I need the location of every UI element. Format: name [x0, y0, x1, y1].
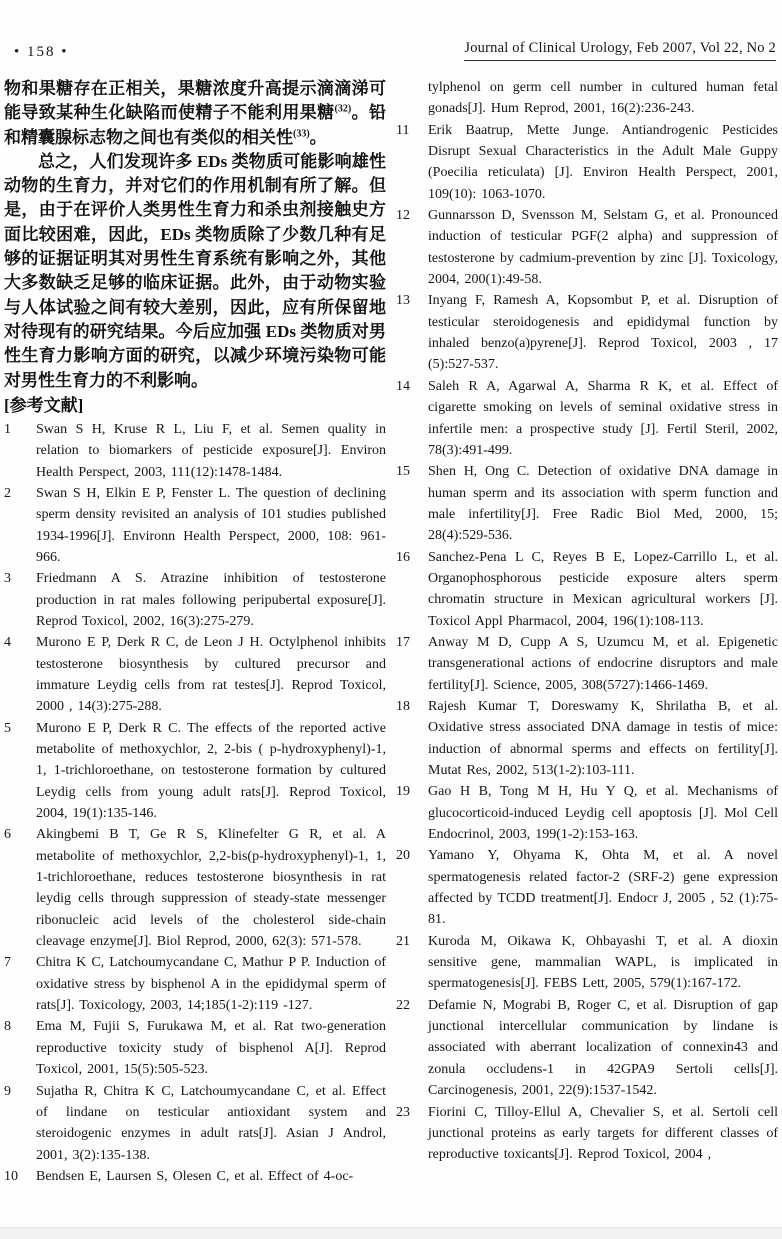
reference-text: Yamano Y, Ohyama K, Ohta M, et al. A novel spermatogenesis related factor-2 (SRF-2) gene expression affected by TCDD treatment[J]. Endocr J, 2005 , 52 (1):75-81. — [428, 848, 778, 928]
reference-text: Sujatha R, Chitra K C, Latchoumycandane C, et al. Effect of lindane on testicular antioxidant system and steroidogenic enzymes in adult rats[J]. Asian J Androl, 2001, 3(2):135-138. — [36, 1083, 386, 1163]
reference-item — [396, 931, 778, 995]
reference-number: 13 — [396, 293, 410, 309]
reference-text: Gunnarsson D, Svensson M, Selstam G, et al. Pronounced induction of testicular PGF(2 alpha) and suppression of testosterone by cadmium-prevention by zinc [J]. Toxicology, 2004, 200(1):49-58. — [428, 208, 778, 288]
left-column — [4, 77, 386, 1187]
reference-number: 10 — [4, 1168, 18, 1184]
reference-text: Sanchez-Pena L C, Reyes B E, Lopez-Carrillo L, et al. Organophosphorous pesticide exposure alters sperm chromatin structure in Mexican agricultural workers [J]. Toxicol Appl Pharmacol, 2004, 196(1):108-113. — [428, 549, 778, 629]
reference-number: 7 — [4, 955, 11, 971]
reference-number: 15 — [396, 464, 410, 480]
right-column — [396, 77, 778, 1187]
reference-number: 22 — [396, 997, 410, 1013]
reference-number: 16 — [396, 549, 410, 565]
paragraph-continuation — [4, 77, 386, 150]
reference-item — [4, 718, 386, 825]
scan-edge-artifact — [0, 1227, 782, 1239]
reference-continuation — [396, 77, 778, 120]
reference-text: Swan S H, Elkin E P, Fenster L. The question of declining sperm density revisited an analysis of 101 studies published 1934-1996[J]. Environn Health Perspect, 2000, 108: 961-966. — [36, 485, 386, 565]
reference-number: 19 — [396, 784, 410, 800]
reference-text: Murono E P, Derk R C, de Leon J H. Octylphenol inhibits testosterone biosynthesis by cultured precursor and immature Leydig cells from rat testes[J]. Reprod Toxicol, 2000 , 14(3):275-288. — [36, 635, 386, 715]
reference-number: 23 — [396, 1104, 410, 1120]
references-heading: [参考文献] — [4, 395, 84, 415]
reference-number: 6 — [4, 827, 11, 843]
reference-item — [4, 1081, 386, 1166]
summary-paragraph: 总之，人们发现许多 EDs 类物质可能影响雄性动物的生育力，并对它们的作用机制有所了解。但是，由于在评价人类男性生育力和杀虫剂接触史方面比较困难，因此，EDs 类物质除了少数几种有足够的证据证明其对男性生育系统有影响之外，其他大多数缺乏足够的临床证据。此外，由于动物实验与人体试验之间有较大差别，因此，应有所保留地对待现有的研究结果。今后应加强 EDs 类物质对男性生育力影响方面的研究，以减少环境污染物可能对男性生育力的不利影响。 — [4, 151, 386, 390]
paragraph-text: 。 — [309, 127, 327, 147]
reference-item — [396, 376, 778, 461]
reference-item — [396, 120, 778, 205]
reference-text: Shen H, Ong C. Detection of oxidative DNA damage in human sperm and its association with sperm function and male infertility[J]. Free Radic Biol Med, 2000, 15; 28(4):529-536. — [428, 464, 778, 544]
reference-item — [396, 547, 778, 632]
page-number: • 158 • — [14, 44, 69, 60]
reference-text: Defamie N, Mograbi B, Roger C, et al. Disruption of gap junctional intercellular communication by lindane is associated with aberrant localization of connexin43 and zonula occludens-1 in 42GPA9 Sertoli cells[J]. Carcinogenesis, 2001, 22(9):1537-1542. — [428, 997, 778, 1099]
reference-number: 2 — [4, 485, 11, 501]
reference-text: Akingbemi B T, Ge R S, Klinefelter G R, et al. A metabolite of methoxychlor, 2,2-bis(p-hydroxyphenyl)-1, 1, 1-trichloroethane, reduces testosterone biosynthesis in rat leydig cells through suppression of steady-state messenger ribonucleic acid levels of the cholesterol side-chain cleavage enzyme[J]. Biol Reprod, 2000, 62(3): 571-578. — [36, 827, 386, 950]
reference-item — [4, 483, 386, 568]
reference-text: tylphenol on germ cell number in cultured human fetal gonads[J]. Hum Reprod, 2001, 16(2):236-243. — [428, 80, 778, 117]
reference-item — [4, 419, 386, 483]
reference-text: Kuroda M, Oikawa K, Ohbayashi T, et al. A dioxin sensitive gene, mammalian WAPL, is implicated in spermatogenesis[J]. FEBS Lett, 2005, 579(1):167-172. — [428, 933, 778, 992]
reference-text: Erik Baatrup, Mette Junge. Antiandrogenic Pesticides Disrupt Sexual Characteristics in the Adult Male Guppy (Poecilia reticulata) [J]. Environ Health Perspect, 2001, 109(10): 1063-1070. — [428, 122, 778, 202]
paragraph-text: 物和果糖存在正相关，果糖浓度升高提示滴滴涕可能导致某种生化缺陷而使精子不能利用果糖 — [4, 79, 386, 123]
reference-text: Rajesh Kumar T, Doreswamy K, Shrilatha B, et al. Oxidative stress associated DNA damage in testis of mice: induction of abnormal sperms and effects on fertility[J]. Mutat Res, 2002, 513(1-2):103-111. — [428, 698, 778, 778]
reference-item — [4, 632, 386, 717]
reference-number: 18 — [396, 698, 410, 714]
reference-number: 20 — [396, 848, 410, 864]
reference-text: Fiorini C, Tilloy-Ellul A, Chevalier S, et al. Sertoli cell junctional proteins as early targets for different classes of reproductive toxicants[J]. Reprod Toxicol, 2004 , — [428, 1104, 778, 1163]
reference-text: Gao H B, Tong M H, Hu Y Q, et al. Mechanisms of glucocorticoid-induced Leydig cell apoptosis [J]. Mol Cell Endocrinol, 2003, 199(1-2):153-163. — [428, 784, 778, 843]
reference-number: 14 — [396, 378, 410, 394]
reference-item — [4, 1016, 386, 1080]
reference-number: 1 — [4, 421, 11, 437]
reference-number — [396, 77, 428, 120]
reference-text: Ema M, Fujii S, Furukawa M, et al. Rat two-generation reproductive toxicity study of bisphenol A[J]. Reprod Toxicol, 2001, 15(5):505-523. — [36, 1019, 386, 1078]
reference-text: Friedmann A S. Atrazine inhibition of testosterone production in rat males following peripubertal exposure[J]. Reprod Toxicol, 2002, 16(3):275-279. — [36, 571, 386, 629]
reference-number: 21 — [396, 933, 410, 949]
reference-item — [396, 845, 778, 930]
reference-item — [396, 696, 778, 781]
reference-text: Saleh R A, Agarwal A, Sharma R K, et al. Effect of cigarette smoking on levels of seminal oxidative stress in infertile men: a prospective study [J]. Fertil Steril, 2002, 78(3):491-499. — [428, 378, 778, 458]
reference-number: 12 — [396, 208, 410, 224]
reference-item — [4, 824, 386, 952]
reference-item — [396, 290, 778, 375]
reference-item — [4, 952, 386, 1016]
reference-item — [396, 995, 778, 1102]
reference-item — [4, 568, 386, 632]
two-column-body — [0, 77, 782, 1187]
citation-superscript-33: (33) — [293, 127, 310, 139]
reference-item — [396, 1102, 778, 1166]
reference-text: Murono E P, Derk R C. The effects of the reported active metabolite of methoxychlor, 2, 2-bis ( p-hydroxyphenyl)-1, 1, 1-trichloroethane, on testosterone formation by cultured Leydig cells from young adult rats[J]. Reprod Toxicol, 2004, 19(1):135-146. — [36, 720, 386, 822]
reference-item — [396, 205, 778, 290]
reference-text: Chitra K C, Latchoumycandane C, Mathur P P. Induction of oxidative stress by bisphenol A in the epididymal sperm of rats[J]. Toxicology, 2003, 14;185(1-2):119 -127. — [36, 955, 386, 1014]
reference-text: Swan S H, Kruse R L, Liu F, et al. Semen quality in relation to biomarkers of pesticide exposure[J]. Environ Health Perspect, 2003, 111(12):1478-1484. — [36, 421, 386, 480]
citation-superscript-32: (32) — [334, 103, 352, 115]
reference-number: 4 — [4, 635, 11, 651]
reference-number: 9 — [4, 1083, 11, 1099]
reference-item — [396, 781, 778, 845]
reference-number: 17 — [396, 634, 410, 650]
reference-item — [396, 632, 778, 696]
journal-running-title: Journal of Clinical Urology, Feb 2007, Vol 22, No 2 — [464, 40, 776, 61]
reference-text: Bendsen E, Laursen S, Olesen C, et al. Effect of 4-oc- — [36, 1168, 354, 1184]
paragraph-text: 。铅和精囊腺标志物之间也有类似的相关性 — [4, 103, 387, 147]
reference-number: 8 — [4, 1019, 11, 1035]
reference-text: Anway M D, Cupp A S, Uzumcu M, et al. Epigenetic transgenerational actions of endocrine disruptors and male fertility[J]. Science, 2005, 308(5727):1466-1469. — [428, 634, 778, 693]
reference-text: Inyang F, Ramesh A, Kopsombut P, et al. Disruption of testicular steroidogenesis and epididymal function by inhaled benzo(a)pyrene[J]. Reprod Toxicol, 2003 , 17 (5):527-537. — [428, 293, 778, 373]
reference-number: 11 — [396, 122, 410, 138]
page-header — [0, 0, 782, 61]
reference-number: 3 — [4, 571, 11, 587]
reference-number: 5 — [4, 720, 11, 736]
reference-item — [4, 1166, 386, 1187]
reference-item — [396, 461, 778, 546]
